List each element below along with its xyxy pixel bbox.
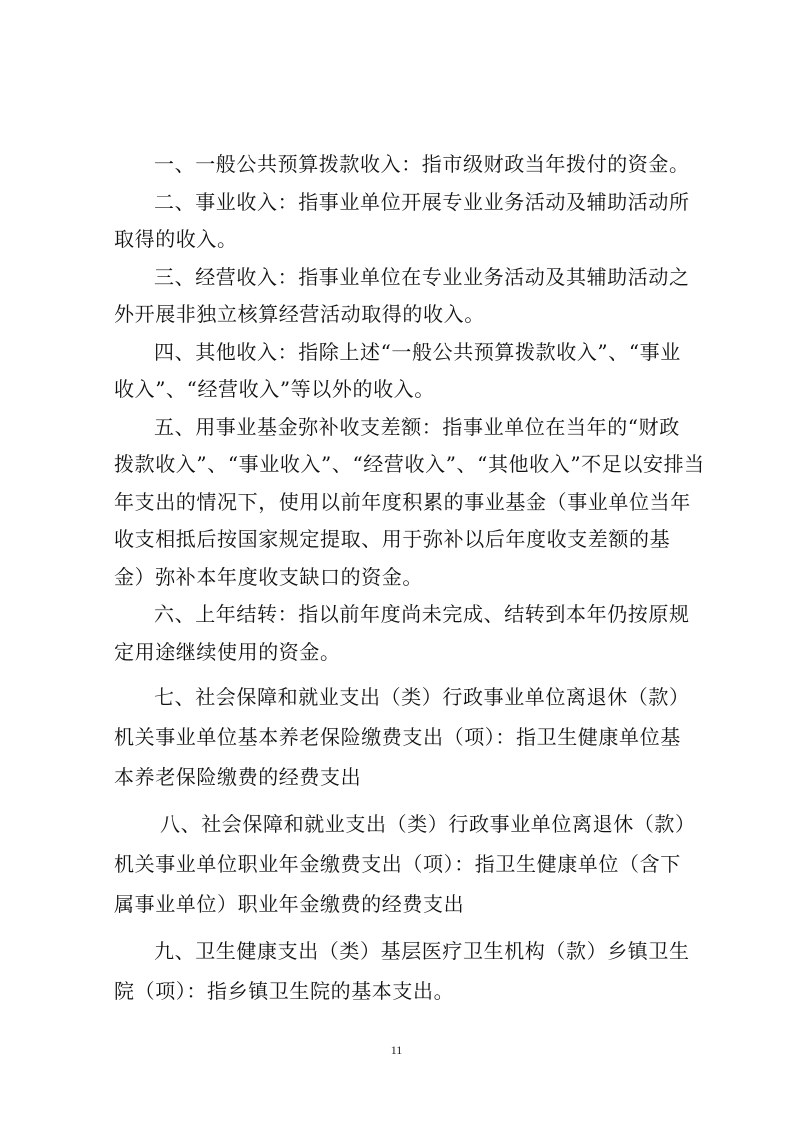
text-line: 本养老保险缴费的经费支出 — [114, 765, 362, 789]
text-line: 机关事业单位职业年金缴费支出（项）：指卫生健康单位（含下 — [114, 852, 681, 876]
text-line: 金）弥补本年度收支缺口的资金。 — [114, 565, 423, 589]
text-line: 收支相抵后按国家规定提取、用于弥补以后年度收支差额的基 — [114, 527, 671, 551]
text-line: 机关事业单位基本养老保险缴费支出（项）：指卫生健康单位基 — [114, 725, 681, 749]
text-line: 属事业单位）职业年金缴费的经费支出 — [114, 892, 465, 916]
text-line: 二、事业收入：指事业单位开展专业业务活动及辅助活动所 — [154, 190, 690, 214]
text-line: 收入”、“经营收入”等以外的收入。 — [114, 377, 435, 401]
text-line: 拨款收入”、“事业收入”、“经营收入”、“其他收入”不足以安排当 — [114, 452, 705, 476]
text-line: 三、经营收入：指事业单位在专业业务活动及其辅助活动之 — [154, 265, 690, 289]
text-line: 六、上年结转：指以前年度尚未完成、结转到本年仍按原规 — [154, 602, 690, 626]
text-line: 取得的收入。 — [114, 227, 238, 251]
text-line: 四、其他收入：指除上述“一般公共预算拨款收入”、“事业 — [154, 340, 681, 364]
text-line: 一、一般公共预算拨款收入：指市级财政当年拨付的资金。 — [154, 152, 690, 176]
text-line: 五、用事业基金弥补收支差额：指事业单位在当年的“财政 — [154, 415, 680, 439]
text-line: 七、社会保障和就业支出（类）行政事业单位离退休（款） — [154, 685, 690, 709]
text-line: 院（项）：指乡镇卫生院的基本支出。 — [114, 979, 455, 1003]
text-line: 外开展非独立核算经营活动取得的收入。 — [114, 302, 485, 326]
text-line: 年支出的情况下，使用以前年度积累的事业基金（事业单位当年 — [114, 490, 691, 514]
text-line: 八、社会保障和就业支出（类）行政事业单位离退休（款） — [160, 812, 696, 836]
page-number: 11 — [390, 1043, 403, 1057]
text-line: 定用途继续使用的资金。 — [114, 640, 341, 664]
text-line: 九、卫生健康支出（类）基层医疗卫生机构（款）乡镇卫生 — [154, 939, 690, 963]
